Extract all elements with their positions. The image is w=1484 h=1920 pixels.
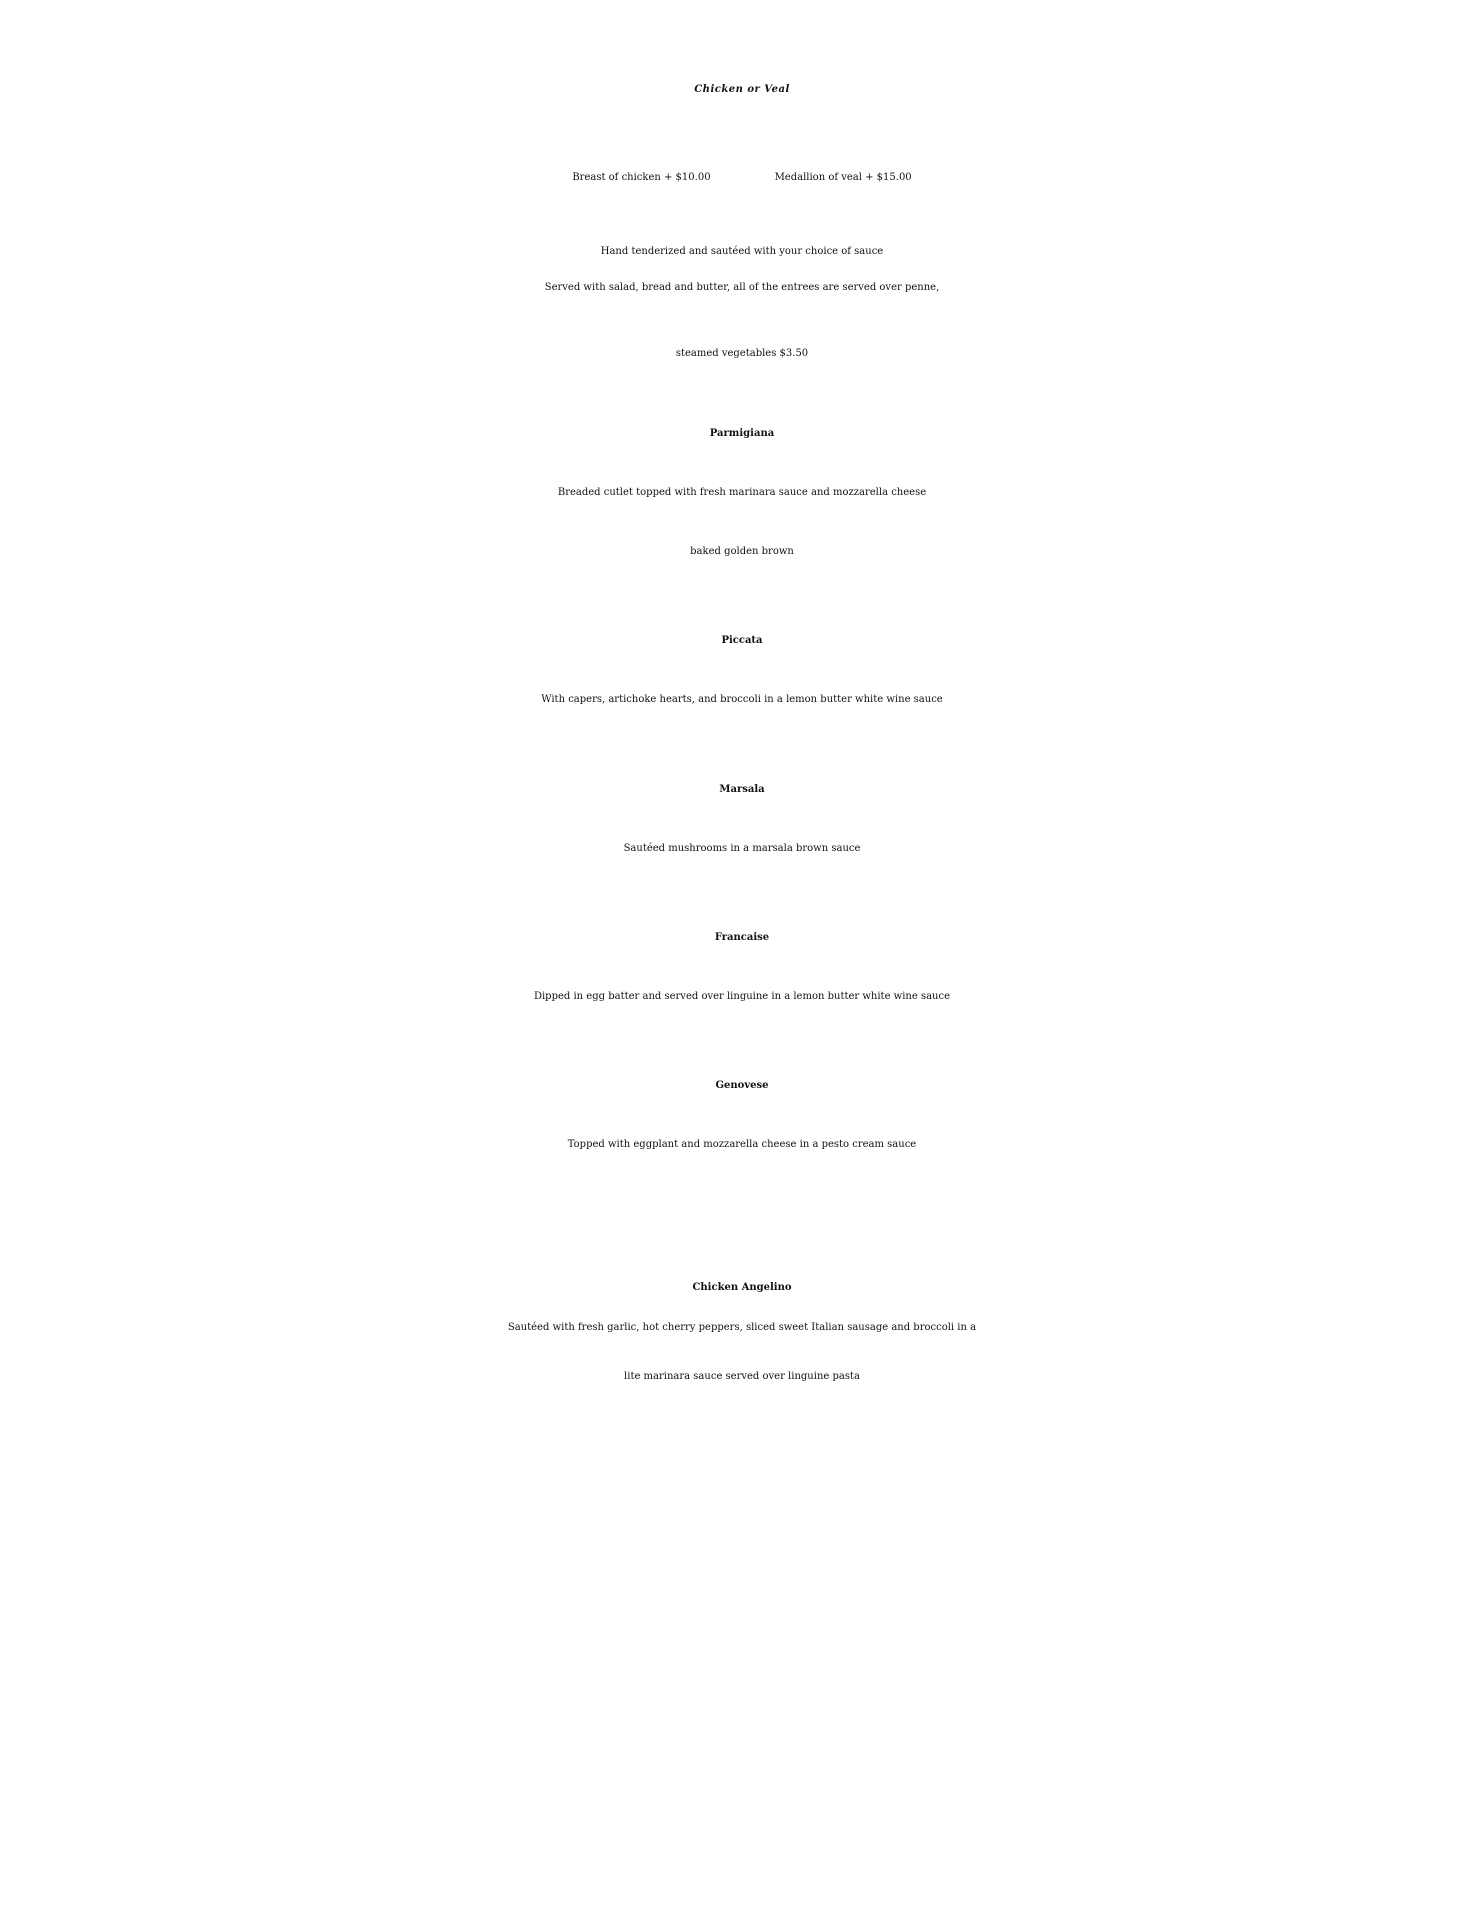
intro-line-3: steamed vegetables $3.50	[675, 348, 809, 359]
veal-price: Medallion of veal + $15.00	[774, 172, 912, 183]
dish-description: Sautéed with fresh garlic, hot cherry peppers, sliced sweet Italian sausage and broccoli in a	[507, 1322, 977, 1333]
dish-description: With capers, artichoke hearts, and broccoli in a lemon butter white wine sauce	[541, 694, 943, 705]
price-options	[0, 172, 1484, 183]
intro-line-2: Served with salad, bread and butter, all of the entrees are served over penne,	[544, 282, 940, 293]
dish-name: Marsala	[719, 784, 765, 795]
dish-name: Francaise	[714, 932, 770, 943]
dish-description: Sautéed mushrooms in a marsala brown sauce	[623, 843, 861, 854]
dish-name: Piccata	[721, 635, 763, 646]
intro-line-1: Hand tenderized and sautéed with your choice of sauce	[600, 246, 884, 257]
dish-name: Genovese	[715, 1080, 769, 1091]
chicken-price: Breast of chicken + $10.00	[572, 172, 711, 183]
dish-description: Breaded cutlet topped with fresh marinara sauce and mozzarella cheese	[557, 487, 927, 498]
dish-description: baked golden brown	[690, 546, 794, 557]
dish-description: lite marinara sauce served over linguine pasta	[624, 1371, 860, 1382]
dish-name: Parmigiana	[709, 428, 775, 439]
page-title: Chicken or Veal	[694, 84, 790, 95]
dish-description: Topped with eggplant and mozzarella cheese in a pesto cream sauce	[567, 1139, 917, 1150]
dish-description: Dipped in egg batter and served over linguine in a lemon butter white wine sauce	[533, 991, 951, 1002]
dish-name: Chicken Angelino	[692, 1282, 792, 1293]
